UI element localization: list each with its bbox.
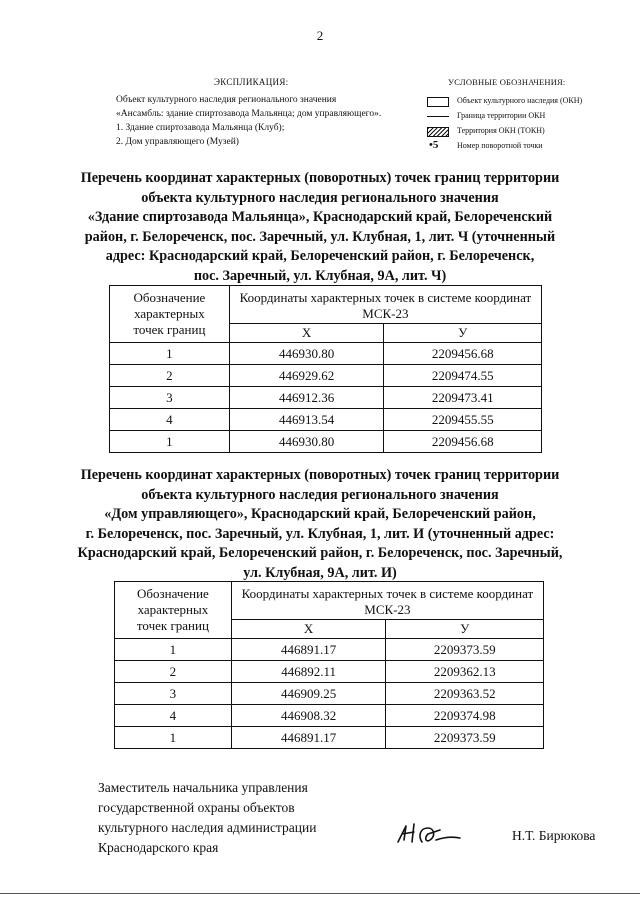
section2-heading — [60, 466, 580, 584]
table-row — [115, 661, 544, 683]
page-bottom-rule — [0, 893, 640, 894]
explication-line: Объект культурного наследия регионального значения — [116, 95, 337, 105]
table-row — [115, 705, 544, 727]
legend-label: Территория ОКН (ТОКН) — [457, 126, 545, 135]
explication-line: 2. Дом управляющего (Музей) — [116, 137, 239, 147]
y-cell: 2209373.59 — [386, 727, 544, 749]
x-cell: 446912.36 — [229, 387, 384, 409]
heading-line: г. Белореченск, пос. Заречный, ул. Клубная, 1, лит. И (уточненный адрес: — [85, 525, 555, 542]
table-row — [110, 365, 542, 387]
legend-item-okn — [427, 96, 617, 108]
legend-item-boundary — [427, 111, 617, 123]
y-cell: 2209373.59 — [386, 639, 544, 661]
header-line: характерных — [134, 306, 205, 321]
heading-line: Перечень координат характерных (поворотных) точек границ территории — [80, 467, 560, 483]
heading-line: район, г. Белореченск, пос. Заречный, ул. Клубная, 1, лит. Ч (уточненный — [84, 228, 556, 245]
heading-line: объекта культурного наследия регионального значения — [141, 189, 499, 206]
y-cell: 2209474.55 — [384, 365, 542, 387]
legend-item-point-number — [427, 141, 617, 153]
table-row — [110, 387, 542, 409]
explication-title: ЭКСПЛИКАЦИЯ: — [214, 77, 289, 87]
coordinate-system-header — [229, 286, 541, 324]
heading-line: объекта культурного наследия регионального значения — [141, 486, 499, 503]
point-cell: 4 — [115, 705, 232, 727]
y-cell: 2209456.68 — [384, 431, 542, 453]
x-cell: 446891.17 — [231, 727, 386, 749]
section1-heading — [60, 169, 580, 287]
heading-line: ул. Клубная, 9А, лит. И) — [243, 564, 397, 581]
x-cell: 446930.80 — [229, 343, 384, 365]
header-line: Координаты характерных точек в системе координат — [241, 585, 534, 601]
x-cell: 446891.17 — [231, 639, 386, 661]
y-cell: 2209455.55 — [384, 409, 542, 431]
heading-line: Краснодарский край, Белореченский район, г. Белореченск, пос. Заречный, — [77, 545, 563, 562]
signer-name: Н.Т. Бирюкова — [512, 828, 596, 843]
x-header: X — [229, 324, 384, 343]
legend-label: Объект культурного наследия (ОКН) — [457, 96, 583, 105]
y-cell: 2209473.41 — [384, 387, 542, 409]
page-number: 2 — [316, 28, 324, 43]
header-line: МСК-23 — [364, 601, 411, 617]
table-row — [110, 409, 542, 431]
explication-line: 1. Здание спиртозавода Мальянца (Клуб); — [116, 123, 285, 133]
header-line: Координаты характерных точек в системе координат — [239, 289, 532, 305]
point-label-header — [110, 286, 230, 343]
header-line: характерных — [137, 602, 209, 617]
point-cell: 1 — [110, 431, 230, 453]
point-number-icon: •5 — [429, 139, 439, 151]
coordinates-table-1 — [109, 285, 542, 453]
signatory-position-line: Краснодарского края — [98, 840, 219, 855]
x-cell: 446913.54 — [229, 409, 384, 431]
box-symbol-icon — [427, 97, 449, 107]
x-cell: 446929.62 — [229, 365, 384, 387]
coordinate-system-header — [231, 582, 543, 620]
heading-line: «Здание спиртозавода Мальянца», Краснодарский край, Белореченский — [87, 209, 553, 226]
signatory-position-line: Заместитель начальника управления — [98, 780, 308, 795]
point-cell: 2 — [110, 365, 230, 387]
handwritten-signature-icon — [392, 816, 472, 850]
point-cell: 1 — [115, 639, 232, 661]
line-symbol-icon — [427, 116, 449, 117]
point-cell: 1 — [110, 343, 230, 365]
header-line: точек границ — [136, 618, 209, 633]
header-line: Обозначение — [133, 290, 206, 305]
explication-line: «Ансамбль: здание спиртозавода Мальянца; дом управляющего». — [116, 109, 382, 119]
x-cell: 446908.32 — [231, 705, 386, 727]
signatory-position-line: культурного наследия администрации — [98, 820, 317, 835]
y-cell: 2209374.98 — [386, 705, 544, 727]
y-header: У — [384, 324, 542, 343]
y-cell: 2209456.68 — [384, 343, 542, 365]
point-cell: 3 — [110, 387, 230, 409]
heading-line: Перечень координат характерных (поворотных) точек границ территории — [80, 170, 560, 186]
point-cell: 1 — [115, 727, 232, 749]
point-cell: 2 — [115, 661, 232, 683]
legend-label: Номер поворотной точки — [457, 141, 543, 150]
table-row — [110, 431, 542, 453]
y-cell: 2209363.52 — [386, 683, 544, 705]
point-label-header — [115, 582, 232, 639]
heading-line: пос. Заречный, ул. Клубная, 9А, лит. Ч) — [193, 267, 447, 284]
coordinates-table-2 — [114, 581, 544, 749]
table-row — [115, 727, 544, 749]
y-header: У — [386, 620, 544, 639]
point-cell: 3 — [115, 683, 232, 705]
heading-line: «Дом управляющего», Краснодарский край, Белореченский район, — [104, 506, 536, 523]
x-cell: 446892.11 — [231, 661, 386, 683]
y-cell: 2209362.13 — [386, 661, 544, 683]
x-cell: 446909.25 — [231, 683, 386, 705]
header-line: точек границ — [133, 322, 206, 337]
legend-title: УСЛОВНЫЕ ОБОЗНАЧЕНИЯ: — [448, 77, 566, 87]
x-cell: 446930.80 — [229, 431, 384, 453]
table-row — [110, 343, 542, 365]
hatch-symbol-icon — [427, 127, 449, 137]
point-cell: 4 — [110, 409, 230, 431]
signatory-position-line: государственной охраны объектов — [98, 800, 295, 815]
header-line: МСК-23 — [362, 305, 409, 321]
table-row — [115, 683, 544, 705]
x-header: X — [231, 620, 386, 639]
legend-label: Граница территории ОКН — [457, 111, 546, 120]
table-row — [115, 639, 544, 661]
legend-item-territory — [427, 126, 617, 138]
header-line: Обозначение — [136, 586, 209, 601]
heading-line: адрес: Краснодарский край, Белореченский район, г. Белореченск, — [105, 248, 535, 265]
